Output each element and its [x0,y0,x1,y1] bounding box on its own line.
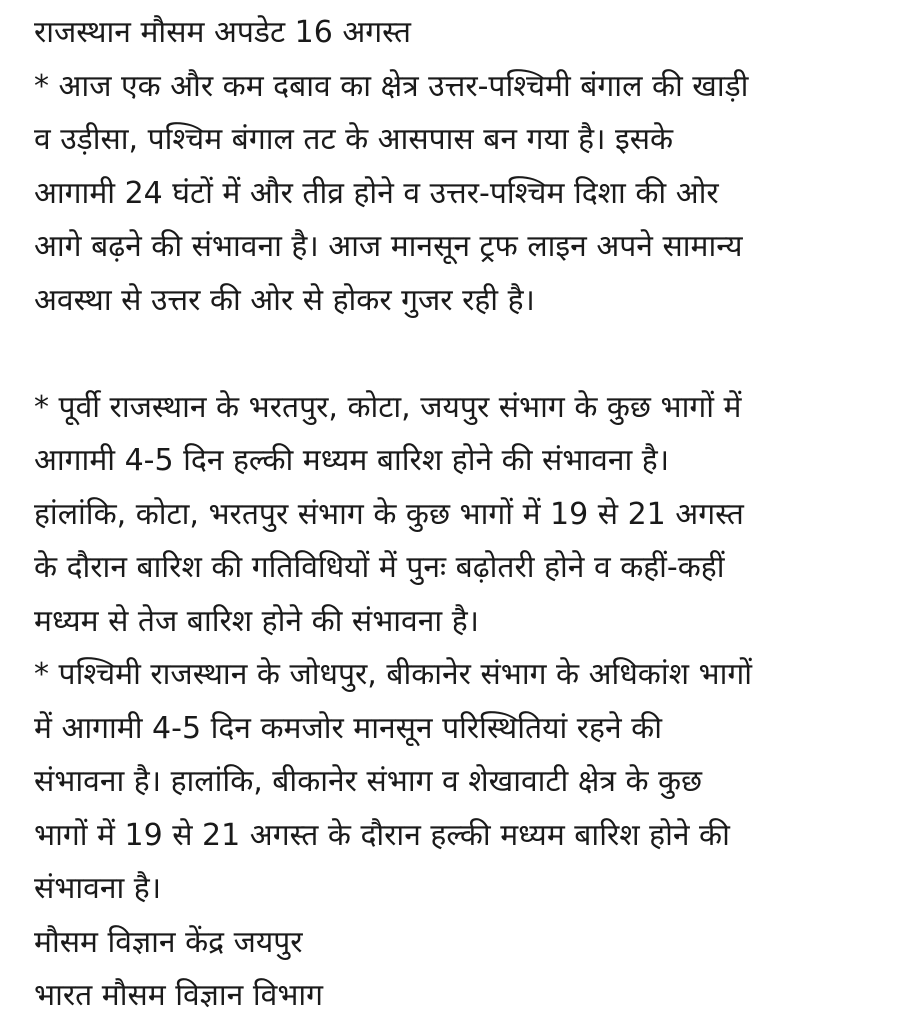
message-line: आगामी 24 घंटों में और तीव्र होने व उत्तर-पश्चिम दिशा की ओर [34,175,719,211]
paragraph-gap [34,327,901,381]
message-line: आगामी 4-5 दिन हल्की मध्यम बारिश होने की संभावना है। [34,443,670,478]
message-line: हांलांकि, कोटा, भरतपुर संभाग के कुछ भागों में 19 से 21 अगस्त [34,496,744,532]
message-line: आगे बढ़ने की संभावना है। आज मानसून ट्रफ लाइन अपने सामान्य [34,229,743,264]
message-line: * आज एक और कम दबाव का क्षेत्र उत्तर-पश्चिमी बंगाल की खाड़ी [34,68,749,104]
signature-department: भारत मौसम विज्ञान विभाग [34,978,324,1013]
message-line: भागों में 19 से 21 अगस्त के दौरान हल्की मध्यम बारिश होने की [34,817,730,853]
message-line: व उड़ीसा, पश्चिम बंगाल तट के आसपास बन गया है। इसके [34,122,674,157]
message-line: मध्यम से तेज बारिश होने की संभावना है। [34,603,479,639]
message-line: अवस्था से उत्तर की ओर से होकर गुजर रही है। [34,282,535,318]
message-title: राजस्थान मौसम अपडेट 16 अगस्त [34,15,411,50]
signature-office: मौसम विज्ञान केंद्र जयपुर [34,924,303,960]
message-line: के दौरान बारिश की गतिविधियों में पुनः बढ़ोतरी होने व कहीं-कहीं [34,550,725,585]
message-line: में आगामी 4-5 दिन कमजोर मानसून परिस्थितियां रहने की [34,710,662,746]
message-line: संभावना है। [34,871,162,906]
message-line: संभावना है। हालांकि, बीकानेर संभाग व शेखावाटी क्षेत्र के कुछ [34,764,703,799]
message-line: * पश्चिमी राजस्थान के जोधपुर, बीकानेर संभाग के अधिकांश भागों [34,657,753,692]
message-line: * पूर्वी राजस्थान के भरतपुर, कोटा, जयपुर संभाग के कुछ भागों में [34,389,742,425]
